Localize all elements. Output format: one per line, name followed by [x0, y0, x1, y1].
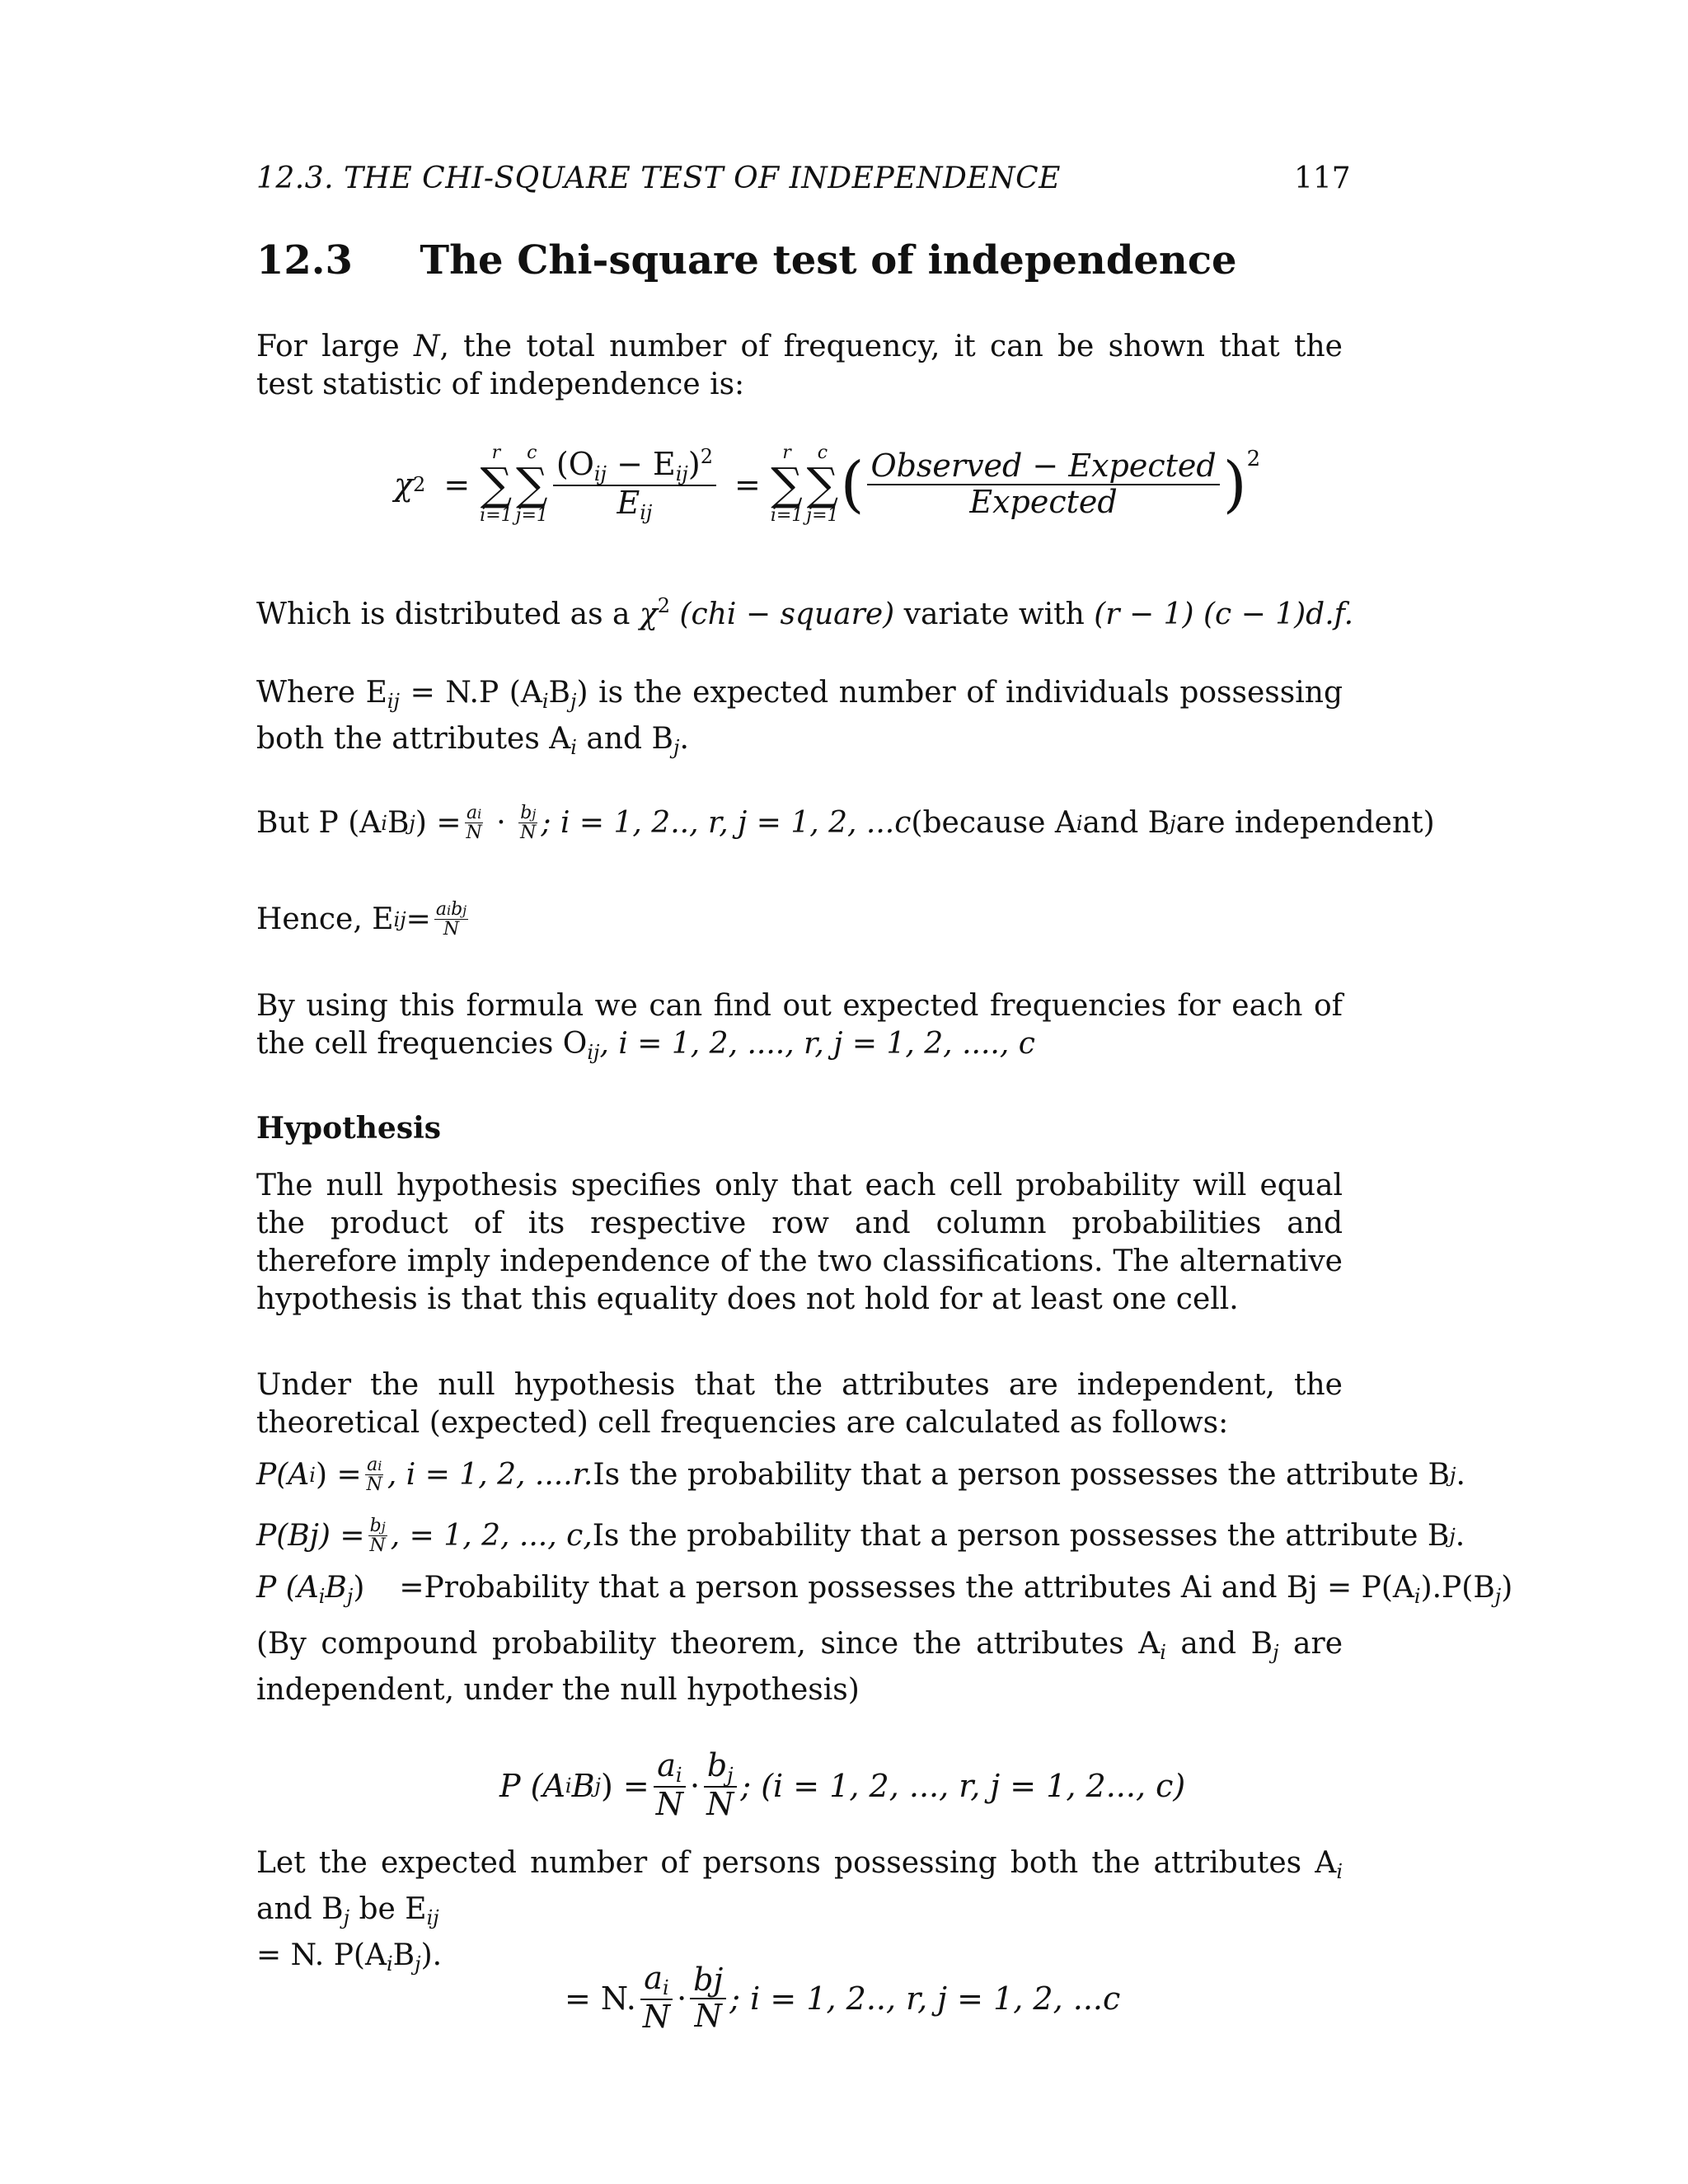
p-ai-line [256, 1455, 1465, 1494]
num: b [520, 803, 532, 823]
sigma-symbol: ∑ [480, 458, 513, 510]
section-heading [256, 237, 1237, 284]
hypothesis-paragraph: The null hypothesis specifies only that each cell probability will equal the product of its respective row and column probabilities and therefore imply independence of the two classifications. The alternative hypothesis is that this equality does not hold for at least one cell. [256, 1169, 1343, 1316]
fraction-observed-expected-words [867, 449, 1219, 520]
but-sub-i: i [381, 811, 387, 835]
sum-upper: c [817, 443, 828, 463]
num-sub-i: i [446, 902, 452, 918]
but-prefix: But P (A [256, 805, 382, 840]
dpab-lhs: P (A [499, 1767, 565, 1804]
right-paren: ) [1222, 449, 1247, 520]
compound-sub-j: j [1273, 1641, 1279, 1664]
pab-text: =Probability that a person possesses the attributes Ai and Bj = P(A [399, 1571, 1414, 1605]
but-sub-j: j [409, 811, 415, 835]
where-a-sub: i [542, 690, 549, 713]
p-aibj-line [256, 1569, 1512, 1615]
intro-N: N [413, 330, 440, 363]
distributed-line [256, 587, 1353, 634]
den: N [369, 1535, 386, 1557]
den: N [443, 919, 460, 940]
sum-lower: i=1 [770, 505, 804, 526]
sigma-symbol: ∑ [515, 458, 548, 510]
because-end: are independent) [1175, 805, 1435, 840]
chi-symbol: χ [394, 466, 414, 503]
let-sub-ij: ij [426, 1906, 439, 1929]
den: N [520, 823, 537, 844]
where-end: . [679, 722, 689, 756]
num-sub-j: j [462, 902, 467, 918]
pab-mid: B [325, 1571, 347, 1605]
frac-num-mid: − E [607, 445, 676, 482]
sum-upper: r [491, 443, 501, 463]
by-using-sub: ij [587, 1041, 600, 1064]
den: N [655, 1786, 683, 1823]
because-sub-j: j [1170, 811, 1176, 835]
sum-upper: r [782, 443, 791, 463]
pa-sub: i [309, 1463, 316, 1487]
compound-text-c: are independent, under the null hypothesis) [256, 1627, 1343, 1707]
where-bj-sub: j [673, 736, 680, 759]
by-using-text: By using this formula we can find out expected frequencies for each of the cell frequencies O [256, 989, 1343, 1061]
hence-sub: ij [393, 907, 406, 931]
fraction-observed-expected-symbols [553, 446, 716, 524]
where-text: Where E [256, 676, 387, 710]
let-line2-a: = N. P(A [256, 1938, 387, 1972]
frac-num-sub: ij [675, 462, 688, 485]
sum-over-j-1 [516, 443, 548, 526]
num: b [369, 1516, 382, 1536]
distributed-text-a: Which is distributed as a [256, 598, 640, 631]
den: N [466, 823, 482, 844]
left-paren: ( [840, 449, 865, 520]
chi-symbol-inline: χ [639, 598, 658, 631]
num-sub: j [532, 806, 537, 822]
pab-text-end: ) [1501, 1571, 1513, 1605]
num-sub: i [675, 1764, 682, 1787]
but-range: ; i = 1, 2.., r, j = 1, 2, ...c [541, 805, 912, 840]
num-sub: i [662, 1976, 669, 1999]
compound-sub-i: i [1160, 1641, 1166, 1664]
pab-text-sub-j: j [1494, 1585, 1502, 1608]
num-sub: j [727, 1764, 734, 1787]
under-null-paragraph: Under the null hypothesis that the attributes are independent, the theoretical (expected) cell frequencies are calculated as follows: [256, 1368, 1343, 1440]
running-head: 12.3. THE CHI-SQUARE TEST OF INDEPENDENCE [256, 162, 1061, 195]
let-line2-sub-i: i [386, 1952, 393, 1975]
let-line2-b: B [392, 1938, 415, 1972]
because-text: (because A [911, 805, 1076, 840]
chi-superscript: 2 [413, 473, 426, 496]
frac-num-end: ) [687, 445, 701, 482]
hence-label: Hence, E [256, 902, 394, 936]
let-sub-i: i [1336, 1860, 1343, 1883]
frac-num-sup: 2 [700, 444, 713, 468]
where-ai-sub: i [570, 736, 577, 759]
chi-square-equation [394, 443, 1260, 526]
compound-text-b: and B [1165, 1627, 1273, 1661]
let-text-b: and B [256, 1892, 344, 1926]
because-sub-i: i [1076, 811, 1083, 835]
section-title: The Chi-square test of independence [420, 237, 1237, 284]
pa-text: Is the probability that a person possesses the attribute B [593, 1457, 1451, 1492]
section-number: 12.3 [256, 237, 353, 284]
num-sub: j [381, 1519, 386, 1535]
den: N [694, 1997, 722, 2034]
because-mid: and B [1082, 805, 1170, 840]
pa-range: , i = 1, 2, ....r. [387, 1457, 593, 1492]
where-b-sub: j [570, 690, 577, 713]
by-using-paragraph [256, 987, 1343, 1071]
hypothesis-heading: Hypothesis [256, 1111, 442, 1146]
intro-text-b: , the total number of frequency, it can be shown that the test statistic of independence is: [256, 330, 1343, 401]
sum-lower: i=1 [480, 505, 513, 526]
frac-num-sub: ij [593, 462, 607, 485]
sigma-symbol: ∑ [806, 458, 839, 510]
let-text-a: Let the expected number of persons possessing both the attributes A [256, 1846, 1337, 1880]
but-line: But P (A i B j ) = $\frac{ai}{N}$ · $\frac{bj}{N}$ ; i = 1, 2.., r, j = 1, 2, ...c (because A i and B j are independent) [256, 803, 1435, 844]
pab-sub-j: j [346, 1585, 354, 1608]
let-text-c: be E [349, 1892, 427, 1926]
num: a [644, 1960, 663, 1996]
distributed-text-b: variate with [903, 598, 1095, 631]
num-b: b [451, 899, 463, 920]
frac-ai-N [653, 1749, 687, 1822]
num: a [367, 1455, 378, 1475]
den: N [706, 1786, 734, 1823]
small-frac-ai-N [465, 804, 484, 842]
chi-square-word: (chi − square) [670, 598, 904, 631]
sum-lower: j=1 [806, 505, 839, 526]
outer-exponent: 2 [1246, 447, 1261, 471]
final-equation: = N. $\frac{a_i}{N}$ · $\frac{bj}{N}$ ; i = 1, 2.., r, j = 1, 2, ...c [565, 1960, 1121, 2036]
let-line2-sub-j: j [415, 1952, 421, 1975]
where-b: B [548, 676, 570, 710]
sum-over-i-2 [771, 443, 803, 526]
final-range: ; i = 1, 2.., r, j = 1, 2, ...c [729, 1980, 1121, 2017]
pb-text: Is the probability that a person possesses the attribute B [592, 1518, 1450, 1553]
chi-inline-sup: 2 [657, 594, 671, 617]
frac-den: E [617, 485, 640, 521]
pb-lhs: P(Bj) = [256, 1518, 365, 1553]
but-mid: B [387, 805, 410, 840]
pab-text-sub-i: i [1414, 1585, 1421, 1608]
frac-num: (O [556, 445, 594, 482]
hence-eq: = [406, 902, 431, 936]
pa-lhs: P(A [256, 1457, 310, 1492]
pb-range: , = 1, 2, ..., c, [390, 1518, 593, 1553]
frac-words-num: Observed − Expected [867, 449, 1219, 485]
degrees-of-freedom: (r − 1) (c − 1)d.f. [1094, 598, 1354, 631]
sum-over-i-1 [480, 443, 512, 526]
pab-end: ) [353, 1571, 365, 1605]
num: a [467, 803, 478, 823]
pab-lhs: P (A [256, 1571, 319, 1605]
final-frac-ai-N [640, 1961, 673, 2035]
sum-lower: j=1 [515, 505, 548, 526]
dpab-eq: ) = [601, 1767, 649, 1804]
dpab-sub-j: j [594, 1774, 601, 1797]
pb-end: . [1455, 1518, 1465, 1553]
pb-text-sub: j [1449, 1524, 1456, 1548]
num: b [706, 1747, 728, 1783]
display-p-aibj-equation: P (A i B j ) = $\frac{a_i}{N}$ · $\frac{b_j}{N}$ ; (i = 1, 2, ..., r, j = 1, 2..., c) [499, 1747, 1186, 1823]
compound-text-a: (By compound probability theorem, since the attributes A [256, 1627, 1160, 1661]
dpab-range: ; (i = 1, 2, ..., r, j = 1, 2..., c) [740, 1767, 1186, 1804]
small-frac-ai-N-2 [365, 1455, 384, 1494]
but-eq: ) = [415, 805, 462, 840]
den: N [366, 1474, 382, 1496]
intro-text-a: For large [256, 330, 414, 363]
final-frac-bj-N [690, 1963, 726, 2034]
pa-end: . [1456, 1457, 1465, 1492]
where-sub: ij [387, 690, 400, 713]
frac-den-sub: ij [640, 501, 653, 524]
sum-upper: c [527, 443, 537, 463]
final-lead: = N. [565, 1980, 636, 2017]
intro-paragraph [256, 328, 1343, 404]
where-paragraph [256, 674, 1343, 766]
by-using-tail: , i = 1, 2, ...., r, j = 1, 2, ...., c [599, 1027, 1035, 1061]
frac-bj-N [703, 1749, 737, 1822]
sigma-symbol: ∑ [771, 458, 803, 510]
num: a [657, 1747, 676, 1783]
frac-words-den: Expected [969, 484, 1118, 520]
let-line2-c: ). [420, 1938, 443, 1972]
dpab-mid: B [571, 1767, 595, 1804]
let-sub-j: j [343, 1906, 350, 1929]
hence-line [256, 900, 471, 939]
page-number: 117 [1294, 162, 1351, 195]
equals-sign-2: = [734, 466, 761, 503]
small-frac-bj-N-2 [368, 1516, 387, 1555]
num-a: a [435, 899, 447, 920]
compound-paragraph [256, 1625, 1343, 1709]
small-frac-aibj-N [434, 900, 468, 939]
p-bj-line [256, 1516, 1465, 1555]
pab-text-mid: ).P(B [1420, 1571, 1495, 1605]
pab-sub-i: i [318, 1585, 326, 1608]
num-sub: i [377, 1458, 382, 1474]
where-tail: ) is the expected number of individuals possessing both the attributes A [256, 676, 1343, 756]
den: N [642, 1999, 671, 2036]
sum-over-j-2 [806, 443, 838, 526]
num-sub: i [477, 806, 482, 822]
where-and: and B [576, 722, 673, 756]
small-frac-bj-N [518, 804, 537, 842]
pa-text-sub: j [1450, 1463, 1456, 1487]
dpab-sub-i: i [565, 1774, 572, 1797]
num: bj [690, 1963, 726, 1999]
where-rest: = N.P (A [400, 676, 542, 710]
pa-lhs-end: ) = [315, 1457, 362, 1492]
equals-sign-1: = [443, 466, 471, 503]
